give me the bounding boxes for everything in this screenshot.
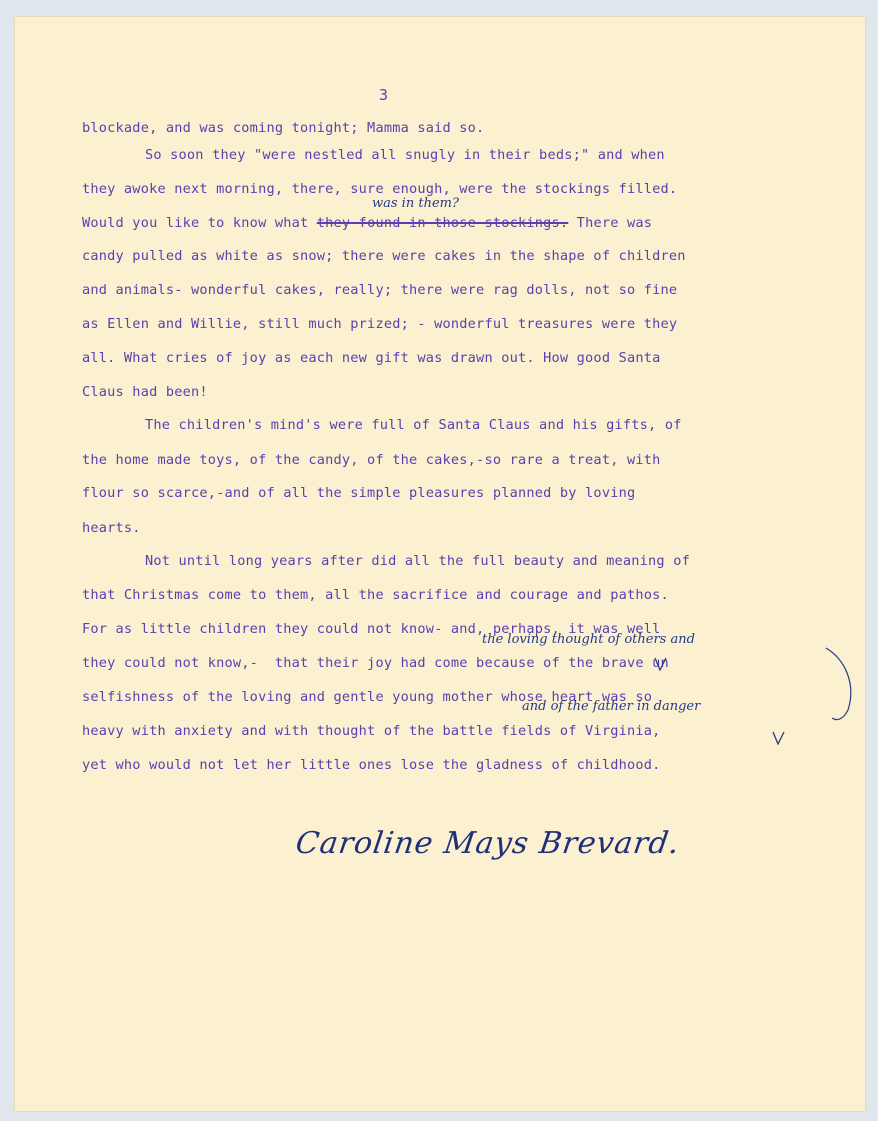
text-line: they awoke next morning, there, sure enough, were the stockings filled. [82,181,678,197]
text-line: the home made toys, of the candy, of the cakes,-so rare a treat, with [82,452,661,468]
text-line: all. What cries of joy as each new gift was drawn out. How good Santa [82,350,661,366]
text-segment: There was [568,215,653,231]
handwritten-insert: the loving thought of others and [482,632,695,647]
text-line: flour so scarce,-and of all the simple pleasures planned by loving [82,485,636,501]
text-line: they could not know,- that their joy had come because of the brave un [82,655,669,671]
text-line: as Ellen and Willie, still much prized; - wonderful treasures were they [82,316,678,332]
handwritten-insert: and of the father in danger [522,699,701,714]
text-segment: Would you like to know what [82,215,317,231]
caret-mark [773,732,784,744]
text-line: and animals- wonderful cakes, really; there were rag dolls, not so fine [82,282,678,298]
text-line: blockade, and was coming tonight; Mamma said so. [82,120,485,136]
text-line: that Christmas come to them, all the sacrifice and courage and pathos. [82,587,669,603]
text-line: hearts. [82,520,141,536]
text-line: So soon they "were nestled all snugly in their beds;" and when [145,147,665,163]
text-line: For as little children they could not know- and, perhaps, it was well [82,621,661,637]
text-line: Not until long years after did all the full beauty and meaning of [145,553,690,569]
text-line: Claus had been! [82,384,208,400]
text-line: yet who would not let her little ones lose the gladness of childhood. [82,757,661,773]
text-line: heavy with anxiety and with thought of the battle fields of Virginia, [82,723,661,739]
signature: Caroline Mays Brevard. [293,826,683,861]
page-number: 3 [379,86,389,104]
caret-mark [655,658,666,670]
handwritten-insert: was in them? [372,196,459,211]
text-line: The children's mind's were full of Santa Claus and his gifts, of [145,417,682,433]
text-line: selfishness of the loving and gentle young mother whose heart was so [82,689,653,705]
text-line: candy pulled as white as snow; there were cakes in the shape of children [82,248,686,264]
margin-line-mark [826,648,851,720]
struck-text: they found in those stockings. [316,215,569,231]
